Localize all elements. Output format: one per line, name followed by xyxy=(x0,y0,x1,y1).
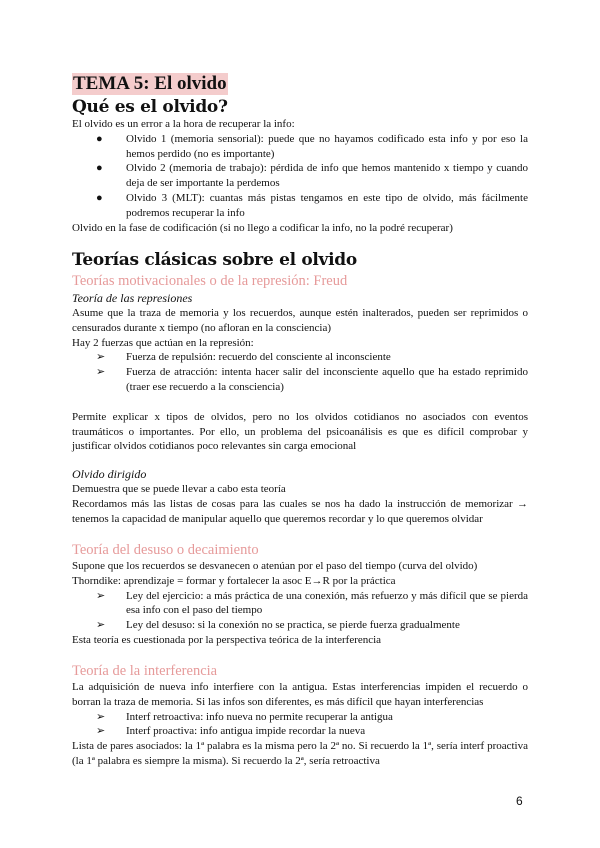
paragraph: Thorndike: aprendizaje = formar y fortalecer la asoc E→R por la práctica xyxy=(72,574,396,587)
paragraph: Esta teoría es cuestionada por la perspectiva teórica de la interferencia xyxy=(72,633,382,646)
list-item: ● Olvido 3 (MLT): cuantas más pistas tengamos en este tipo de olvido, más fácilmente podremos recuperar la info xyxy=(96,191,528,219)
arrow-icon: ➢ xyxy=(96,710,106,723)
page-number: 6 xyxy=(516,794,523,808)
sub-heading: Olvido dirigido xyxy=(72,467,147,482)
arrow-icon: ➢ xyxy=(96,589,106,602)
paragraph: Recordamos más las listas de cosas para las cuales se nos ha dado la instrucción de memorizar → tenemos la capacidad de manipular aquello que queremos recordar y lo que queremos olvidar xyxy=(72,497,528,525)
section-desuso xyxy=(72,541,528,648)
arrow-icon: ➢ xyxy=(96,351,106,364)
section-teorias-clasicas xyxy=(72,250,528,527)
paragraph: Hay 2 fuerzas que actúan en la represión: xyxy=(72,336,254,349)
list-item: ➢ Fuerza de atracción: intenta hacer salir del inconsciente aquello que ha estado reprimido (traer ese recuerdo a la consciencia) xyxy=(96,366,528,393)
subsection-heading: Teorías motivacionales o de la represión: Freud xyxy=(72,273,348,289)
paragraph: La adquisición de nueva info interfiere con la antigua. Estas interferencias impiden el recuerdo o borran la traza de memoria. Si las infos son diferentes, es más difícil que hayan interferencias xyxy=(72,681,528,708)
section-heading: Teorías clásicas sobre el olvido xyxy=(72,250,357,270)
list-item: ➢ Ley del ejercicio: a más práctica de una conexión, más refuerzo y más difícil que se pierda esa info con el paso del tiempo xyxy=(96,589,528,617)
bullet-icon: ● xyxy=(96,162,103,175)
paragraph: Demuestra que se puede llevar a cabo esta teoría xyxy=(72,483,286,496)
paragraph: El olvido es un error a la hora de recuperar la info: xyxy=(72,118,295,130)
list-item: ➢ Interf retroactiva: info nueva no permite recuperar la antigua xyxy=(96,710,393,723)
list-item: ➢ Fuerza de repulsión: recuerdo del consciente al inconsciente xyxy=(96,351,391,364)
list-item: ➢ Ley del desuso: si la conexión no se practica, se pierde fuerza gradualmente xyxy=(96,619,460,632)
paragraph: Supone que los recuerdos se desvanecen o atenúan por el paso del tiempo (curva del olvido) xyxy=(72,560,478,572)
arrow-list xyxy=(72,589,528,633)
list-item: ➢ Interf proactiva: info antigua impide recordar la nueva xyxy=(96,725,366,738)
paragraph: Permite explicar x tipos de olvidos, pero no los olvidos cotidianos no asociados con eventos traumáticos o importantes. Por ello, un problema del psicoanálisis es que es difícil comprobar y justificar olvidos cotidianos poco relevantes sin carga emocional xyxy=(72,410,528,453)
section-que-es-olvido xyxy=(72,97,528,235)
arrow-list xyxy=(72,710,528,740)
arrow-icon: ➢ xyxy=(96,366,106,379)
paragraph: Asume que la traza de memoria y los recuerdos, aunque estén inalterados, pueden ser reprimidos o censurados durante x tiempo (no afloran en la consciencia) xyxy=(72,307,528,334)
arrow-icon: ➢ xyxy=(96,619,106,632)
title-block xyxy=(72,73,528,95)
subsection-heading: Teoría de la interferencia xyxy=(72,663,218,679)
bullet-icon: ● xyxy=(96,132,103,145)
sub-heading: Teoría de las represiones xyxy=(72,291,193,305)
list-item: ● Olvido 1 (memoria sensorial): puede que no hayamos codificado esta info y por eso la hemos perdido (no es importante) xyxy=(96,132,528,160)
subsection-heading: Teoría del desuso o decaimiento xyxy=(72,542,259,558)
paragraph: Lista de pares asociados: la 1ª palabra es la misma pero la 2ª no. Si recuerdo la 1ª, sería interf proactiva (la 1ª palabra es siempre la misma). Si recuerdo la 2ª, sería retroactiva xyxy=(72,740,528,767)
document-title: TEMA 5: El olvido xyxy=(73,73,227,94)
arrow-icon: ➢ xyxy=(96,725,106,738)
paragraph: Olvido en la fase de codificación (si no llego a codificar la info, no la podré recuperar) xyxy=(72,221,453,234)
section-interferencia xyxy=(72,662,528,769)
bullet-icon: ● xyxy=(96,191,103,204)
section-heading: Qué es el olvido? xyxy=(72,97,228,117)
bullet-list xyxy=(72,132,528,221)
arrow-list xyxy=(72,350,528,394)
list-item: ● Olvido 2 (memoria de trabajo): pérdida de info que hemos mantenido x tiempo y cuando deja de ser importante la perdemos xyxy=(96,162,528,190)
